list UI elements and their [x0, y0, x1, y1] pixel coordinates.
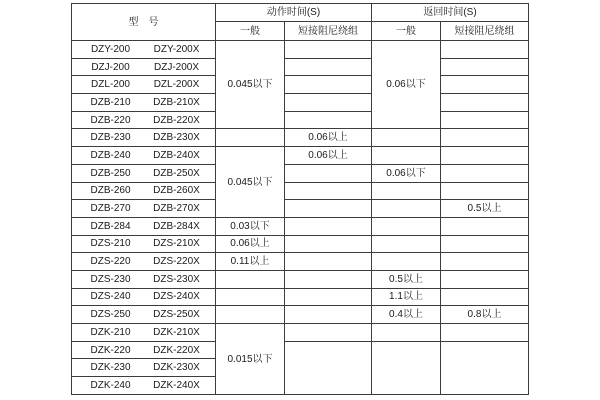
- model-name: DZS-210: [90, 238, 131, 250]
- action-general-cell: [216, 270, 285, 288]
- return-damped-cell: [441, 341, 529, 394]
- action-damped-cell: [285, 111, 372, 129]
- action-general-cell: [216, 129, 285, 147]
- return-damped-cell: [441, 324, 529, 342]
- header-action-time: 动作时间(S): [216, 4, 372, 22]
- model-name: DZB-210X: [153, 96, 200, 108]
- table-row: [72, 324, 529, 342]
- model-cell: [72, 235, 216, 253]
- model-name: DZJ-200X: [153, 61, 199, 73]
- header-action-damped: 短接阻尼绕组: [285, 22, 372, 41]
- action-damped-cell: [285, 217, 372, 235]
- model-name: DZB-210: [90, 96, 131, 108]
- model-cell: [72, 200, 216, 218]
- model-cell: [72, 253, 216, 271]
- model-name: DZB-250X: [153, 167, 200, 179]
- model-cell: [72, 58, 216, 76]
- return-damped-cell: 0.5以上: [441, 200, 529, 218]
- action-damped-cell: [285, 288, 372, 306]
- action-damped-cell: [285, 341, 372, 394]
- return-damped-cell: [441, 270, 529, 288]
- table-row: [72, 341, 529, 359]
- model-name: DZK-210X: [153, 326, 200, 338]
- model-cell: [72, 217, 216, 235]
- model-name: DZL-200X: [153, 79, 200, 91]
- table-row: [72, 270, 529, 288]
- action-damped-cell: [285, 41, 372, 59]
- table-row: [72, 41, 529, 59]
- model-cell: [72, 182, 216, 200]
- model-name: DZB-270X: [153, 203, 200, 215]
- action-damped-cell: [285, 270, 372, 288]
- header-action-general: 一般: [216, 22, 285, 41]
- header-return-time: 返回时间(S): [372, 4, 529, 22]
- return-damped-cell: [441, 129, 529, 147]
- model-name: DZB-284X: [153, 220, 200, 232]
- model-cell: [72, 324, 216, 342]
- model-name: DZS-250: [90, 309, 131, 321]
- return-damped-cell: [441, 288, 529, 306]
- return-general-cell: [372, 129, 441, 147]
- action-damped-cell: [285, 253, 372, 271]
- model-name: DZK-220X: [153, 344, 200, 356]
- model-name: DZS-220X: [153, 256, 200, 268]
- model-name: DZB-284: [90, 220, 131, 232]
- model-name: DZK-230X: [153, 362, 200, 374]
- action-damped-cell: [285, 306, 372, 324]
- model-cell: [72, 288, 216, 306]
- action-damped-cell: [285, 76, 372, 94]
- model-cell: [72, 94, 216, 112]
- return-general-cell: [372, 341, 441, 394]
- model-cell: [72, 270, 216, 288]
- model-name: DZS-210X: [153, 238, 200, 250]
- return-damped-cell: [441, 58, 529, 76]
- model-name: DZJ-200: [91, 61, 130, 73]
- model-name: DZS-250X: [153, 309, 200, 321]
- model-name: DZB-260X: [153, 185, 200, 197]
- model-cell: [72, 111, 216, 129]
- model-cell: [72, 147, 216, 165]
- action-damped-cell: 0.06以上: [285, 147, 372, 165]
- header-group-row: [72, 4, 529, 22]
- model-name: DZB-240: [90, 149, 131, 161]
- model-name: DZK-220: [90, 344, 131, 356]
- return-damped-cell: [441, 147, 529, 165]
- table-row: [72, 164, 529, 182]
- header-model: 型 号: [72, 4, 216, 41]
- action-general-cell: 0.045以下: [216, 41, 285, 129]
- model-name: DZB-250: [90, 167, 131, 179]
- model-name: DZY-200: [90, 43, 131, 55]
- model-cell: [72, 359, 216, 377]
- return-damped-cell: [441, 182, 529, 200]
- return-damped-cell: [441, 111, 529, 129]
- action-damped-cell: [285, 164, 372, 182]
- table-row: [72, 200, 529, 218]
- model-name: DZL-200: [91, 79, 130, 91]
- return-general-cell: [372, 253, 441, 271]
- action-damped-cell: [285, 324, 372, 342]
- return-general-cell: [372, 200, 441, 218]
- model-name: DZB-220: [90, 114, 131, 126]
- table-row: [72, 306, 529, 324]
- action-damped-cell: 0.06以上: [285, 129, 372, 147]
- return-general-cell: 1.1以上: [372, 288, 441, 306]
- model-name: DZS-230: [90, 273, 131, 285]
- return-damped-cell: [441, 94, 529, 112]
- model-cell: [72, 41, 216, 59]
- return-damped-cell: 0.8以上: [441, 306, 529, 324]
- model-name: DZS-220: [90, 256, 131, 268]
- return-damped-cell: [441, 217, 529, 235]
- return-general-cell: [372, 182, 441, 200]
- return-general-cell: 0.4以上: [372, 306, 441, 324]
- return-damped-cell: [441, 76, 529, 94]
- table-row: [72, 76, 529, 94]
- return-damped-cell: [441, 164, 529, 182]
- action-damped-cell: [285, 235, 372, 253]
- model-cell: [72, 129, 216, 147]
- action-general-cell: [216, 288, 285, 306]
- header-return-general: 一般: [372, 22, 441, 41]
- action-damped-cell: [285, 182, 372, 200]
- model-cell: [72, 341, 216, 359]
- model-name: DZS-240X: [153, 291, 200, 303]
- model-name: DZY-200X: [153, 43, 200, 55]
- model-name: DZK-240X: [153, 380, 200, 392]
- header-return-damped: 短接阻尼绕组: [441, 22, 529, 41]
- spec-table: [71, 3, 529, 395]
- table-row: [72, 288, 529, 306]
- model-cell: [72, 164, 216, 182]
- table-row: [72, 217, 529, 235]
- action-general-cell: [216, 306, 285, 324]
- return-general-cell: 0.06以下: [372, 41, 441, 129]
- action-general-cell: 0.045以下: [216, 147, 285, 218]
- return-damped-cell: [441, 253, 529, 271]
- action-damped-cell: [285, 94, 372, 112]
- action-damped-cell: [285, 58, 372, 76]
- table-row: [72, 147, 529, 165]
- table-row: [72, 182, 529, 200]
- return-general-cell: [372, 217, 441, 235]
- model-name: DZB-260: [90, 185, 131, 197]
- return-general-cell: [372, 324, 441, 342]
- table-row: [72, 253, 529, 271]
- return-general-cell: [372, 235, 441, 253]
- return-damped-cell: [441, 235, 529, 253]
- model-name: DZB-230: [90, 132, 131, 144]
- table-row: [72, 58, 529, 76]
- model-name: DZB-220X: [153, 114, 200, 126]
- spec-table-body: [72, 41, 529, 395]
- action-damped-cell: [285, 200, 372, 218]
- table-row: [72, 94, 529, 112]
- model-cell: [72, 306, 216, 324]
- return-damped-cell: [441, 41, 529, 59]
- model-cell: [72, 76, 216, 94]
- model-name: DZB-230X: [153, 132, 200, 144]
- action-general-cell: 0.015以下: [216, 324, 285, 395]
- table-row: [72, 235, 529, 253]
- model-name: DZB-240X: [153, 149, 200, 161]
- return-general-cell: 0.5以上: [372, 270, 441, 288]
- model-name: DZS-230X: [153, 273, 200, 285]
- model-cell: [72, 377, 216, 395]
- action-general-cell: 0.03以下: [216, 217, 285, 235]
- spec-table-header: [72, 4, 529, 41]
- action-general-cell: 0.06以上: [216, 235, 285, 253]
- return-general-cell: 0.06以下: [372, 164, 441, 182]
- model-name: DZS-240: [90, 291, 131, 303]
- model-name: DZB-270: [90, 203, 131, 215]
- table-row: [72, 129, 529, 147]
- model-name: DZK-230: [90, 362, 131, 374]
- model-name: DZK-210: [90, 326, 131, 338]
- action-general-cell: 0.11以上: [216, 253, 285, 271]
- table-row: [72, 111, 529, 129]
- model-name: DZK-240: [90, 380, 131, 392]
- return-general-cell: [372, 147, 441, 165]
